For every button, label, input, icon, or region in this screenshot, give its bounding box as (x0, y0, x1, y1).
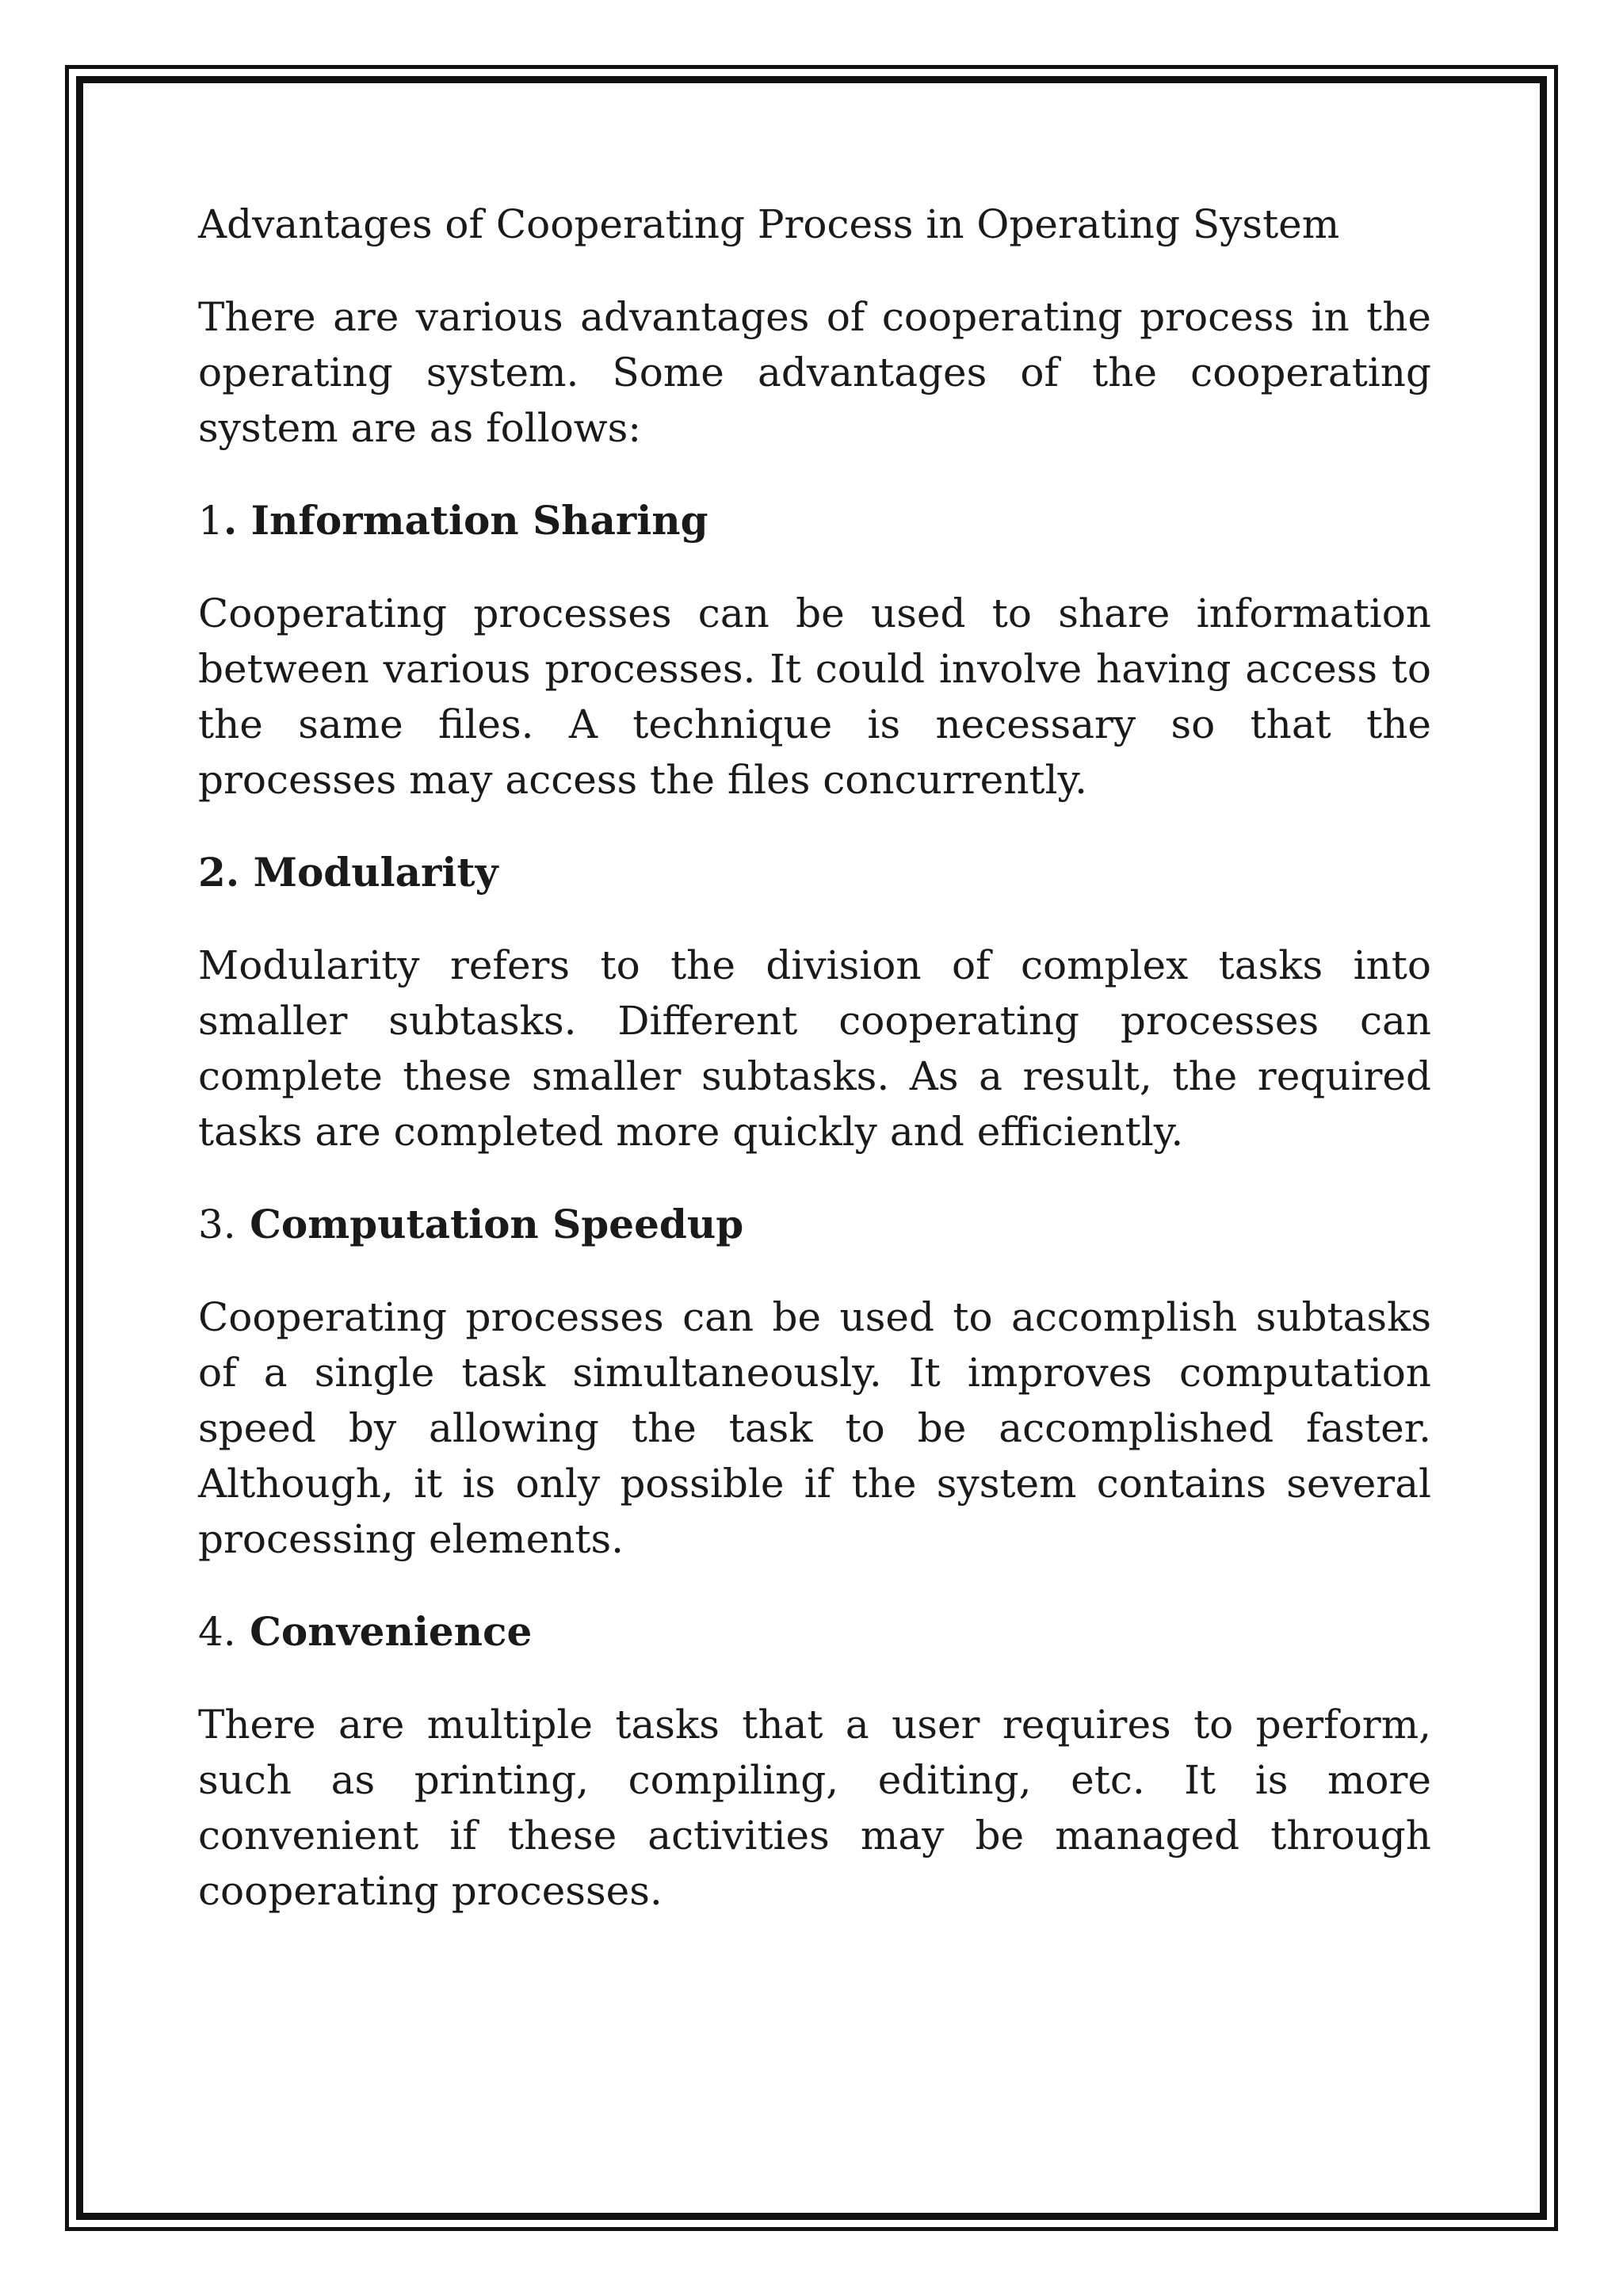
section-number: 2. (198, 849, 240, 896)
document-title: Advantages of Cooperating Process in Operating System (198, 201, 1340, 247)
section-number: 4. (198, 1609, 236, 1655)
section-heading-modularity (198, 845, 1431, 900)
section-title: Computation Speedup (235, 1201, 744, 1247)
section-title: Modularity (239, 849, 498, 896)
section-number: 1 (198, 498, 223, 544)
section-heading-computation-speedup (198, 1197, 1431, 1252)
document-body (198, 197, 1431, 1956)
section-body-information-sharing: Cooperating processes can be used to share information between various processes. It could involve having access to the same files. A technique is necessary so that the processes may access the files concurrently. (198, 590, 1431, 803)
section-heading-information-sharing (198, 493, 1431, 548)
section-body-convenience: There are multiple tasks that a user requires to perform, such as printing, compiling, editing, etc. It is more convenient if these activities may be managed through cooperating processes. (198, 1702, 1431, 1914)
intro-paragraph: There are various advantages of cooperating process in the operating system. Some advantages of the cooperating system are as follows: (198, 294, 1431, 451)
section-body-computation-speedup: Cooperating processes can be used to accomplish subtasks of a single task simultaneously. It improves computation speed by allowing the task to be accomplished faster. Although, it is only possible if the system contains several processing elements. (198, 1294, 1431, 1562)
section-heading-convenience (198, 1604, 1431, 1660)
section-number: 3. (198, 1201, 236, 1247)
section-title: Convenience (235, 1608, 533, 1655)
section-title: . Information Sharing (223, 497, 708, 544)
section-body-modularity: Modularity refers to the division of complex tasks into smaller subtasks. Different cooperating processes can complete these smaller subtasks. As a result, the required tasks are completed more quickly and efficiently. (198, 942, 1431, 1155)
